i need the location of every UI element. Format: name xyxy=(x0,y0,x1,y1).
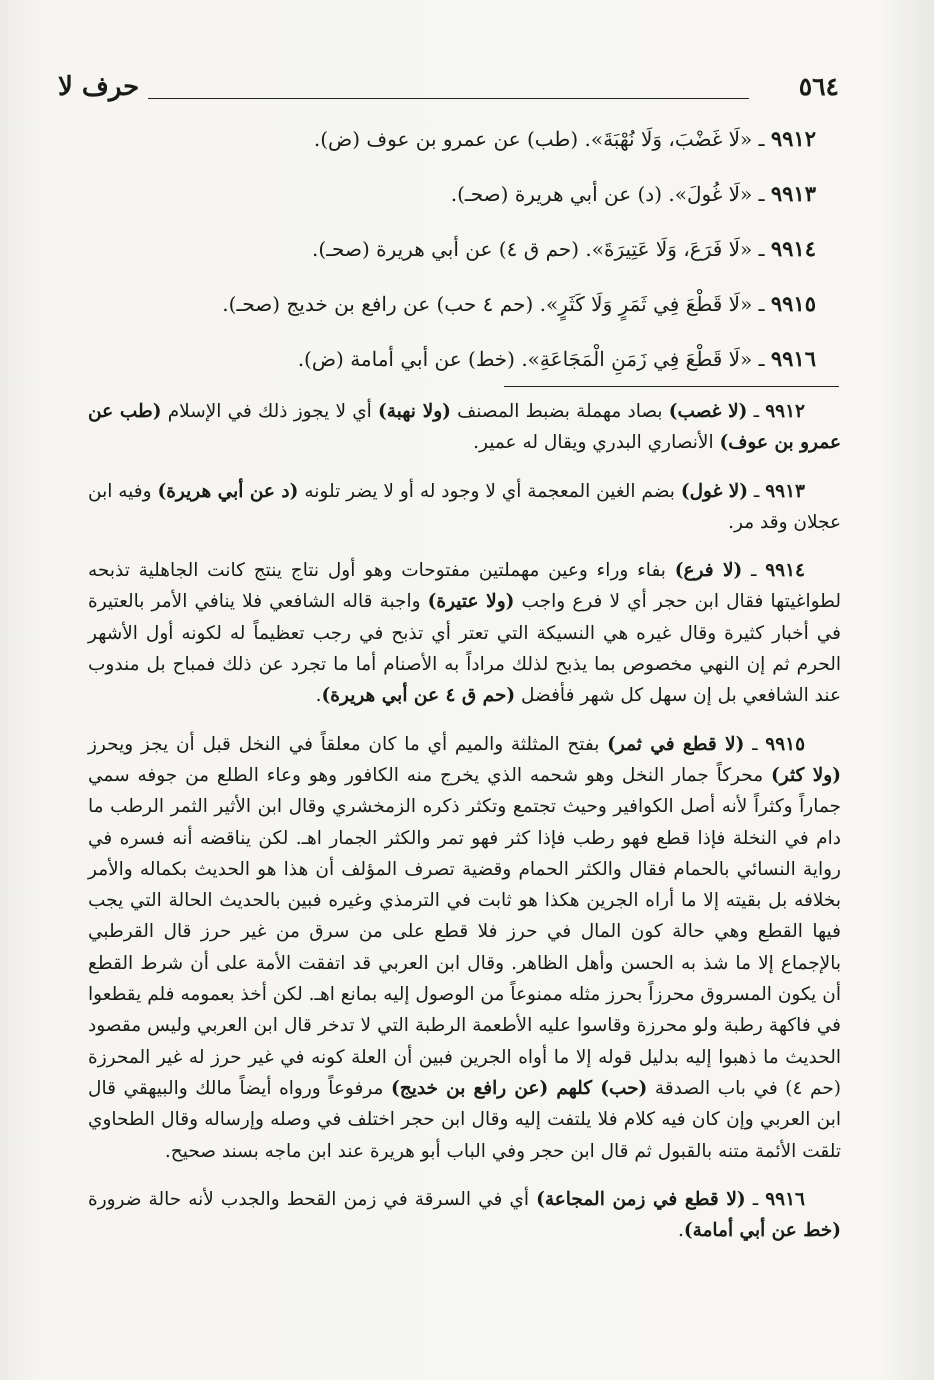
commentary-text: أي في السرقة في زمن القحط والجدب لأنه حالة ضرورة xyxy=(88,1188,537,1210)
page-header xyxy=(58,70,839,110)
hadith-entry xyxy=(100,293,816,348)
commentary-quote: (لا قطع في ثمر) xyxy=(607,733,745,755)
hadith-text: ـ «لَا قَطْعَ فِي زَمَنِ الْمَجَاعَةِ». (خط) عن أبي أمامة (ض). xyxy=(297,347,765,371)
commentary-quote: (لا غصب) xyxy=(668,401,748,422)
commentary-source: (حم ق ٤ عن أبي هريرة) xyxy=(321,685,516,707)
commentary-text: الأنصاري البدري ويقال له عمير. xyxy=(473,432,720,454)
hadith-number: ٩٩١٥ xyxy=(770,291,816,316)
commentary-text: بفتح المثلثة والميم أي ما كان معلقاً في النخل قبل أن يجز ويحرز xyxy=(88,733,608,755)
footnote-separator xyxy=(504,386,839,387)
commentary-source: (خط عن أبي أمامة) xyxy=(683,1220,841,1242)
commentary-quote: (ولا كثر) xyxy=(771,764,841,786)
hadith-entry xyxy=(100,183,816,238)
commentary-paragraph: ٩٩١٥ ـ (لا قطع في ثمر) بفتح المثلثة والميم أي ما كان معلقاً في النخل قبل أن يجز ويحرز (ولا كثر) محركاً جمار النخل وهو شحمه الذي يخرج منه الكافور وهو وعاء الطلع من جوفه سمي جماراً وكثراً لأنه أصل الكوافير وحيث تجتمع وتكثر ذكره الزمخشري وقال ابن الأثير الثمر الرطب ما دام في النخلة فإذا قطع فهو رطب فإذا كثر فهو تمر والكثر الجمار اهـ. لكن يناقضه أنه فسره في رواية النسائي بالحمام فقال والكثر الحمام وقضية تصرف المؤلف أن هذا هو الحديث بكماله والأمر بخلافه بل بقيته إلا ما أراه الجرين هكذا هو ثابت في الترمذي وغيره فبين بالحديث الحالة التي يجب فيها القطع وهي حالة كون المال في حرز فلا قطع على من سرق من غير حرز قال القرطبي بالإجماع إلا ما شذ به الحسن وأهل الظاهر. وقال ابن العربي قد اتفقت الأمة على أن شرط القطع أن يكون المسروق محرزاً بحرز مثله ممنوعاً من الوصول إليه بمانع اهـ. لكن أخذ بعمومه فلم يقطعوا في فاكهة رطبة ولو محرزة وقاسوا عليه الأطعمة الرطبة التي لا تدخر قال ابن العربي وليس مقصود الحديث ما ذهبوا إليه بدليل قوله إلا ما أواه الجرين فبين أن العلة كونه في غير حرز له غير المحرزة (حم ٤) في باب الصدقة (حب) كلهم (عن رافع بن خديج) مرفوعاً ورواه أيضاً مالك والبيهقي قال ابن العربي وإن كان فيه كلام فلا يلتفت إليه وقال ابن حجر اختلف في وصله وإرساله وقال الطحاوي تلقت الأئمة متنه بالقبول ثم قال ابن حجر وفي الباب أبو هريرة عند ابن ماجه بسند صحيح. xyxy=(88,733,841,1162)
commentary-text: وفيه ابن عجلان وقد مر. xyxy=(88,480,841,533)
commentary-text: . xyxy=(677,1220,684,1242)
commentary-text: . xyxy=(315,685,322,707)
commentary-quote: (لا قطع في زمن المجاعة) xyxy=(536,1188,746,1210)
hadith-text: ـ «لَا قَطْعَ فِي ثَمَرٍ وَلَا كَثَرٍ». (حم ٤ حب) عن رافع بن خديج (صحـ). xyxy=(222,292,765,316)
chapter-title: حرف لا xyxy=(58,72,140,102)
header-rule xyxy=(148,98,749,99)
commentary-source: (طب عن عمرو بن عوف) xyxy=(88,401,841,454)
hadith-text: ـ «لَا غَضْبَ، وَلَا نُهْبَةَ». (طب) عن عمرو بن عوف (ض). xyxy=(313,127,765,151)
hadith-number: ٩٩١٤ xyxy=(770,236,816,261)
commentary-source: (د عن أبي هريرة) xyxy=(157,480,299,502)
hadith-text: ـ «لَا غُولَ». (د) عن أبي هريرة (صحـ). xyxy=(450,182,765,206)
commentary-number: ٩٩١٦ xyxy=(765,1188,805,1210)
commentary-text: بضم الغين المعجمة أي لا وجود له أو لا يضر تلونه xyxy=(298,480,681,502)
commentary-number: ٩٩١٤ xyxy=(765,560,805,582)
hadith-number: ٩٩١٦ xyxy=(770,346,816,371)
commentary-quote: (لا فرع) xyxy=(674,560,743,582)
commentary-quote: (لا غول) xyxy=(680,480,749,502)
commentary-quote: (ولا عتيرة) xyxy=(427,591,515,613)
commentary-paragraph: ٩٩١٦ ـ (لا قطع في زمن المجاعة) أي في السرقة في زمن القحط والجدب لأنه حالة ضرورة (خط عن أبي أمامة). xyxy=(88,1188,841,1242)
commentary-paragraph: ٩٩١٢ ـ (لا غصب) بصاد مهملة بضبط المصنف (ولا نهبة) أي لا يجوز ذلك في الإسلام (طب عن عمرو بن عوف) الأنصاري البدري ويقال له عمير. xyxy=(88,401,841,454)
hadith-number: ٩٩١٢ xyxy=(770,126,816,151)
commentary-number: ٩٩١٣ xyxy=(765,480,805,502)
hadith-entry xyxy=(100,238,816,293)
commentary-text: أي لا يجوز ذلك في الإسلام xyxy=(161,401,379,422)
commentary-paragraph: ٩٩١٤ ـ (لا فرع) بفاء وراء وعين مهملتين مفتوحات وهو أول نتاج ينتج كانت الجاهلية تذبحه لطواغيتها فقال ابن حجر أي لا فرع واجب (ولا عتيرة) واجبة قاله الشافعي فلا ينافي الأمر بالعتيرة في أخبار كثيرة وقال غيره هي النسيكة التي تعتر أي تذبح في رجب تعظيماً له لكونه أول الأشهر الحرم ثم إن النهي مخصوص بما يذبح لذلك مراداً به الأصنام أما ما تجرد عن ذلك فمباح بل مندوب عند الشافعي بل إن سهل كل شهر فأفضل (حم ق ٤ عن أبي هريرة). xyxy=(88,560,841,707)
commentary-source: (حب) كلهم (عن رافع بن خديج) xyxy=(391,1077,648,1099)
hadith-entry xyxy=(100,348,816,403)
commentary-text: واجبة قاله الشافعي فلا ينافي الأمر بالعتيرة في أخبار كثيرة وقال غيره هي النسيكة التي تعتر أي تذبح في رجب تعظيماً له لكونه أول الأشهر الحرم ثم إن النهي مخصوص بما يذبح لذلك مراداً به الأصنام أما ما تجرد عن ذلك فمباح بل مندوب عند الشافعي بل إن سهل كل شهر فأفضل xyxy=(88,591,841,707)
commentary-text: بصاد مهملة بضبط المصنف xyxy=(450,401,669,422)
commentary-text: مرفوعاً ورواه أيضاً مالك والبيهقي قال ابن العربي وإن كان فيه كلام فلا يلتفت إليه وقال ابن حجر اختلف في وصله وإرساله وقال الطحاوي تلقت الأئمة متنه بالقبول ثم قال ابن حجر وفي الباب أبو هريرة عند ابن ماجه بسند صحيح. xyxy=(88,1077,841,1162)
hadith-number: ٩٩١٣ xyxy=(770,181,816,206)
commentary-section xyxy=(88,396,841,1263)
commentary-quote: (ولا نهبة) xyxy=(378,401,451,422)
commentary-number: ٩٩١٥ xyxy=(765,733,806,755)
commentary-text: بفاء وراء وعين مهملتين مفتوحات وهو أول نتاج ينتج كانت الجاهلية تذبحه لطواغيتها فقال ابن حجر أي لا فرع واجب xyxy=(88,560,841,613)
hadith-list xyxy=(100,128,816,403)
commentary-number: ٩٩١٢ xyxy=(765,401,805,422)
commentary-paragraph: ٩٩١٣ ـ (لا غول) بضم الغين المعجمة أي لا وجود له أو لا يضر تلونه (د عن أبي هريرة) وفيه ابن عجلان وقد مر. xyxy=(88,480,841,533)
commentary-text: محركاً جمار النخل وهو شحمه الذي يخرج منه الكافور وهو وعاء الطلع من جوفه سمي جماراً وكثراً لأنه أصل الكوافير وحيث تجتمع وتكثر ذكره الزمخشري وقال ابن الأثير الثمر الرطب ما دام في النخلة فإذا قطع فهو رطب فإذا كثر فهو تمر والكثر الجمار اهـ. لكن يناقضه أنه فسره في رواية النسائي بالحمام فقال والكثر الحمام وقضية تصرف المؤلف أن هذا هو الحديث بكماله والأمر بخلافه بل بقيته إلا ما أراه الجرين هكذا هو ثابت في الترمذي وغيره فبين بالحديث الحالة التي يجب فيها القطع وهي حالة كون المال في حرز فلا قطع على من سرق من غير حرز قال القرطبي بالإجماع إلا ما شذ به الحسن وأهل الظاهر. وقال ابن العربي قد اتفقت الأمة على أن شرط القطع أن يكون المسروق محرزاً بحرز مثله ممنوعاً من الوصول إليه بمانع اهـ. لكن أخذ بعمومه فلم يقطعوا في فاكهة رطبة ولو محرزة وقاسوا عليه الأطعمة الرطبة التي لا تدخر قال ابن العربي وليس مقصود الحديث ما ذهبوا إليه بدليل قوله إلا ما أواه الجرين فبين أن العلة كونه في غير حرز له غير المحرزة (حم ٤) في باب الصدقة xyxy=(88,764,841,1099)
hadith-text: ـ «لَا فَرَعَ، وَلَا عَتِيرَةَ». (حم ق ٤) عن أبي هريرة (صحـ). xyxy=(312,237,765,261)
page-number: ٥٦٤ xyxy=(798,72,839,101)
hadith-entry xyxy=(100,128,816,183)
